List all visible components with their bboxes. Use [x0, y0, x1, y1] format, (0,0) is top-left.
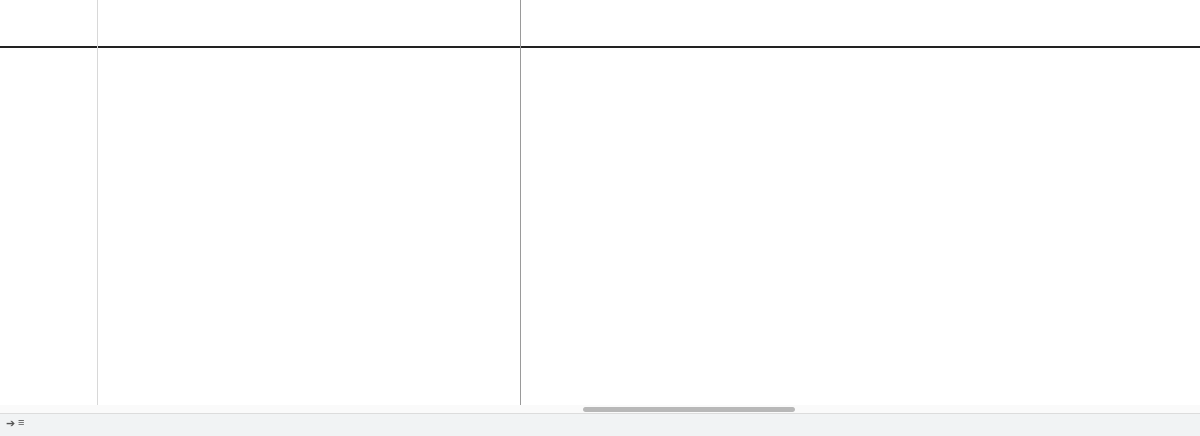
column-divider — [520, 0, 521, 405]
hamburger-icon[interactable]: ≡ — [18, 417, 25, 429]
table-header — [0, 0, 1200, 48]
column-divider — [97, 0, 98, 405]
sheet-tab-bar — [0, 413, 1200, 436]
chevron-right-icon[interactable]: ➔ — [6, 418, 16, 430]
horizontal-scrollbar-thumb[interactable] — [583, 407, 795, 412]
